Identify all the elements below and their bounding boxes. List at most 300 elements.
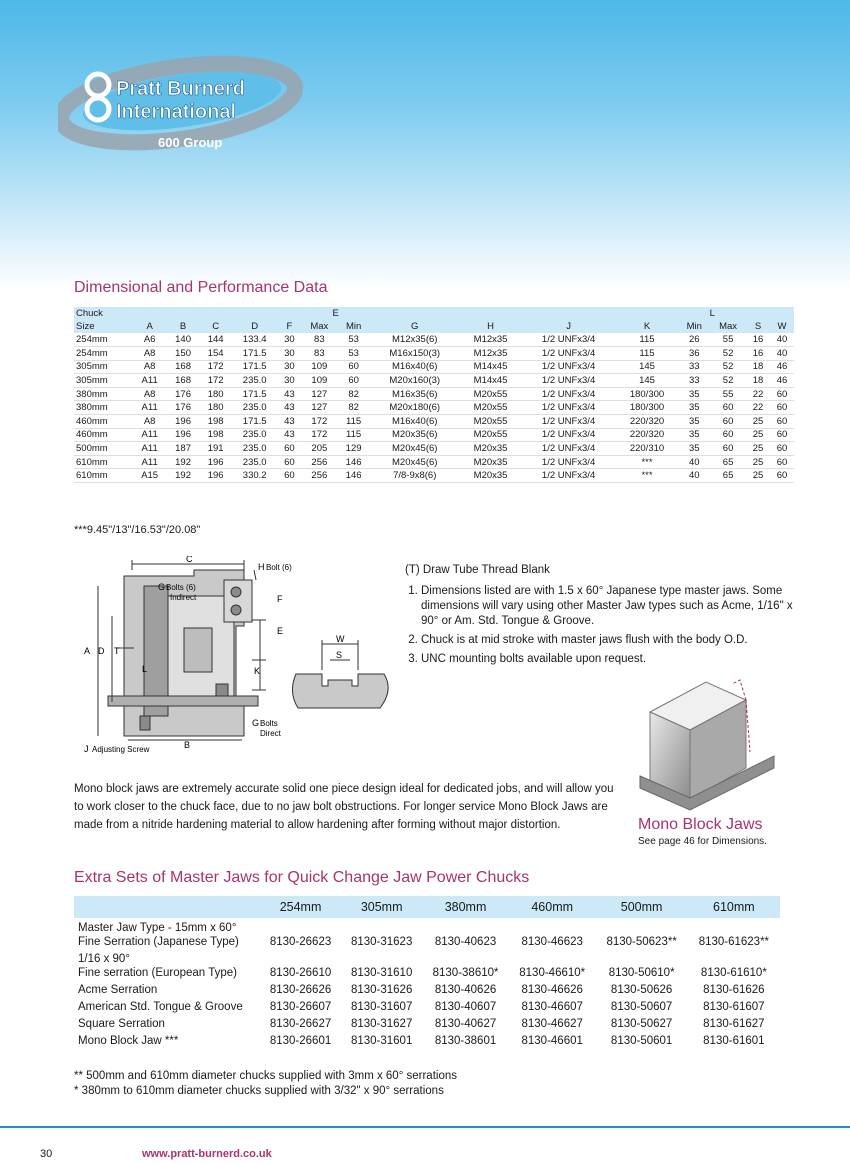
dimensional-table (74, 307, 794, 483)
table-cell: 16 (746, 333, 770, 347)
row-label-line1: Acme Serration (78, 984, 158, 996)
part-number-cell: 8130-46610* (519, 967, 586, 979)
table-cell: 187 (167, 442, 200, 456)
table-header-bottom (74, 320, 794, 333)
table-cell: 1/2 UNFx3/4 (522, 415, 616, 429)
part-number-cell: 8130-46607 (521, 1001, 583, 1013)
table-cell: 145 (616, 360, 679, 374)
jaw-slot-detail-diagram (292, 630, 392, 710)
table-cell: 1/2 UNFx3/4 (522, 442, 616, 456)
table-cell: A8 (133, 415, 167, 429)
table-cell: 65 (710, 469, 746, 483)
note-item: 1. Dimensions listed are with 1.5 x 60° Japanese type master jaws. Some dimensions will vary using other Master Jaw types such as Acme, 1/16" x 90° or Am. Std. Tongue & Groove. (421, 584, 795, 629)
part-number-cell: 8130-50601 (610, 1035, 673, 1047)
table-cell: 220/320 (616, 428, 679, 442)
table-cell: 43 (277, 387, 301, 401)
notes-list (405, 584, 795, 667)
table-cell: 1/2 UNFx3/4 (522, 387, 616, 401)
table-cell: 1/2 UNFx3/4 (522, 374, 616, 388)
table-cell: 168 (167, 360, 200, 374)
column-header: G (411, 321, 419, 332)
table-cell: 127 (301, 387, 337, 401)
table-cell: 35 (678, 442, 710, 456)
dim-label-g1: G (158, 582, 166, 592)
part-number-cell: 8130-40627 (434, 1018, 497, 1030)
column-header: S (754, 321, 762, 332)
table-cell: M20x55 (460, 428, 522, 442)
table-cell: 115 (616, 333, 679, 347)
mono-block-jaw-image (636, 672, 781, 812)
column-header: F (286, 321, 293, 332)
part-number-cell: 8130-46623 (521, 936, 583, 948)
table-row (74, 980, 780, 997)
part-number-cell: 8130-50626 (610, 984, 673, 996)
table-row (74, 455, 794, 469)
table-row (74, 997, 780, 1014)
table-cell: M20x35 (460, 469, 522, 483)
table-cell: A11 (133, 428, 167, 442)
table-cell: 171.5 (232, 387, 278, 401)
mono-block-caption-sub: See page 46 for Dimensions. (638, 836, 767, 847)
table-row (74, 415, 794, 429)
table-cell: 154 (199, 347, 232, 361)
table-cell: 144 (199, 333, 232, 347)
table-cell: 18 (746, 360, 770, 374)
part-number-cell: 8130-31623 (350, 936, 413, 948)
table-cell: M16x40(6) (370, 415, 460, 429)
part-number-cell: 8130-50607 (610, 1001, 673, 1013)
dim-label-d: D (98, 646, 105, 656)
table-cell: *** (616, 469, 679, 483)
table-cell: 25 (746, 469, 770, 483)
table-cell: 235.0 (232, 401, 278, 415)
table-cell: 1/2 UNFx3/4 (522, 347, 616, 361)
table-cell: M14x45 (460, 360, 522, 374)
part-number-cell: 8130-46601 (521, 1035, 583, 1047)
table-cell: 220/310 (616, 442, 679, 456)
table-header (74, 896, 780, 918)
table-row (74, 333, 794, 347)
part-number-cell: 8130-31610 (350, 967, 413, 979)
table-cell: 1/2 UNFx3/4 (522, 333, 616, 347)
table-cell: 460mm (74, 428, 133, 442)
part-number-cell: 8130-26626 (269, 984, 332, 996)
table-cell: 60 (277, 455, 301, 469)
table-cell: 30 (277, 333, 301, 347)
dim-label-k: K (254, 666, 261, 676)
table-cell: 1/2 UNFx3/4 (522, 455, 616, 469)
column-header: H (487, 321, 495, 332)
table-cell: A11 (133, 374, 167, 388)
table-cell: 7/8-9x8(6) (370, 469, 460, 483)
part-number-cell: 8130-50627 (610, 1018, 673, 1030)
table-cell: 146 (337, 455, 370, 469)
table-cell: M12x35 (460, 347, 522, 361)
table-cell: 171.5 (232, 360, 278, 374)
table-cell: 1/2 UNFx3/4 (522, 360, 616, 374)
dim-label-g1-text2: Indirect (170, 593, 197, 602)
table-cell: 25 (746, 442, 770, 456)
table-cell: 172 (199, 374, 232, 388)
master-jaws-table (74, 896, 780, 1048)
table-cell: 610mm (74, 455, 133, 469)
table-cell: 52 (710, 360, 746, 374)
row-label-line1: Mono Block Jaw *** (78, 1035, 179, 1047)
column-header: Min (686, 321, 702, 332)
part-number-cell: 8130-26610 (269, 967, 332, 979)
footer-divider (0, 1126, 850, 1128)
table-cell: 60 (277, 442, 301, 456)
table-header-top (74, 307, 794, 320)
part-number-cell: 8130-38601 (434, 1035, 497, 1047)
table-cell: 33 (678, 374, 710, 388)
row-label-line1: 1/16 x 90° (78, 953, 130, 965)
part-number-cell: 8130-50623** (606, 936, 677, 948)
table-cell: A11 (133, 401, 167, 415)
table-cell: 40 (770, 333, 794, 347)
table-row (74, 401, 794, 415)
table-cell: 172 (301, 428, 337, 442)
part-number-cell: 8130-40626 (434, 984, 497, 996)
table-cell: 235.0 (232, 428, 278, 442)
table-cell: 176 (167, 387, 200, 401)
master-footnote-1: ** 500mm and 610mm diameter chucks supplied with 3mm x 60° serrations (74, 1070, 457, 1082)
table-row (74, 469, 794, 483)
logo-line2: International (116, 101, 237, 123)
row-label-line1: Master Jaw Type - 15mm x 60° (78, 922, 237, 934)
row-label (74, 997, 260, 1014)
table-cell: M14x45 (460, 374, 522, 388)
table-cell: 171.5 (232, 347, 278, 361)
dimensional-section-title: Dimensional and Performance Data (74, 279, 328, 296)
table-cell: 60 (710, 415, 746, 429)
table-cell: 115 (337, 415, 370, 429)
table-cell: 52 (710, 374, 746, 388)
table-cell: 115 (337, 428, 370, 442)
table-cell: 60 (277, 469, 301, 483)
table-cell: M20x45(6) (370, 442, 460, 456)
column-header: 610mm (713, 900, 755, 914)
dim-label-t: T (114, 646, 120, 656)
table-cell: 40 (678, 469, 710, 483)
table-row (74, 1031, 780, 1048)
col-e: E (332, 308, 339, 319)
row-label-line2: Fine serration (European Type) (78, 967, 237, 979)
part-number-cell: 8130-61623** (698, 936, 770, 948)
dim-label-g2-text1: Bolts (260, 719, 278, 728)
row-label (74, 980, 260, 997)
table-cell: 330.2 (232, 469, 278, 483)
table-cell: 60 (770, 455, 794, 469)
table-cell: 198 (199, 415, 232, 429)
col-chuck: Chuck (76, 308, 103, 319)
table-row (74, 918, 780, 949)
column-header: 500mm (620, 900, 663, 914)
column-header: Min (345, 321, 362, 332)
note-item: 3. UNC mounting bolts available upon request. (421, 652, 795, 667)
table-cell: 43 (277, 428, 301, 442)
company-logo (58, 55, 338, 175)
table-cell: 198 (199, 428, 232, 442)
table-cell: 35 (678, 387, 710, 401)
part-number-cell: 8130-31627 (350, 1018, 413, 1030)
table-cell: 33 (678, 360, 710, 374)
table-cell: 43 (277, 415, 301, 429)
part-number-cell: 8130-46627 (521, 1018, 583, 1030)
part-number-cell: 8130-31626 (350, 984, 413, 996)
part-number-cell: 8130-40607 (434, 1001, 497, 1013)
table-cell: 43 (277, 401, 301, 415)
table-cell: 35 (678, 415, 710, 429)
row-label (74, 1031, 260, 1048)
table-row (74, 1014, 780, 1031)
table-cell: 235.0 (232, 374, 278, 388)
table-cell: 82 (337, 387, 370, 401)
dim-label-j: J (84, 744, 89, 754)
table-cell: 40 (678, 455, 710, 469)
table-cell: 460mm (74, 415, 133, 429)
dim-label-b: B (184, 740, 191, 750)
table-cell: A8 (133, 360, 167, 374)
note-item: 2. Chuck is at mid stroke with master jaws flush with the body O.D. (421, 633, 795, 648)
table-cell: 60 (770, 428, 794, 442)
table-cell: 254mm (74, 333, 133, 347)
table-row (74, 949, 780, 980)
table-cell: 83 (301, 347, 337, 361)
table-cell: 256 (301, 469, 337, 483)
table-cell: A11 (133, 455, 167, 469)
dim-label-j-text: Adjusting Screw (92, 745, 150, 754)
table-cell: 18 (746, 374, 770, 388)
table-cell: M20x45(6) (370, 455, 460, 469)
table-cell: 60 (710, 428, 746, 442)
dim-label-g2: G (252, 718, 260, 728)
table-cell: 22 (746, 401, 770, 415)
table-cell: 30 (277, 347, 301, 361)
row-label (74, 1014, 260, 1031)
table-cell: 40 (770, 347, 794, 361)
row-label-line1: American Std. Tongue & Groove (78, 1001, 243, 1013)
mono-block-description: Mono block jaws are extremely accurate solid one piece design ideal for dedicated jobs, and will allow you to work closer to the chuck face, due to no jaw bolt obstructions. For longer service Mono Block Jaws are made from a nitride hardening material to allow hardening after forming without major distortion. (74, 783, 614, 831)
table-cell: A8 (133, 347, 167, 361)
table-cell: 145 (616, 374, 679, 388)
dim-label-w: W (336, 634, 345, 644)
table-cell: 196 (167, 428, 200, 442)
column-header: J (566, 321, 571, 332)
dim-label-l: L (142, 664, 148, 674)
table-cell: 205 (301, 442, 337, 456)
table-cell: 220/320 (616, 415, 679, 429)
table-cell: 610mm (74, 469, 133, 483)
table-cell: 380mm (74, 401, 133, 415)
table-row (74, 387, 794, 401)
table-cell: M20x180(6) (370, 401, 460, 415)
row-label-line1: Square Serration (78, 1018, 165, 1030)
table-cell: 380mm (74, 387, 133, 401)
table-cell: A8 (133, 387, 167, 401)
table-cell: 60 (770, 442, 794, 456)
table-cell: 35 (678, 428, 710, 442)
table-cell: M20x35 (460, 442, 522, 456)
table-row (74, 442, 794, 456)
table-cell: 60 (337, 374, 370, 388)
table-cell: 180/300 (616, 387, 679, 401)
part-number-cell: 8130-31601 (350, 1035, 413, 1047)
table-cell: 180 (199, 387, 232, 401)
row-label (74, 918, 260, 949)
table-cell: 129 (337, 442, 370, 456)
page-number: 30 (40, 1148, 53, 1160)
table-cell: M20x160(3) (370, 374, 460, 388)
column-header: 305mm (360, 900, 403, 914)
table-cell: 60 (710, 401, 746, 415)
part-number-cell: 8130-38610* (432, 967, 499, 979)
table-cell: 60 (770, 415, 794, 429)
table-cell: 60 (770, 469, 794, 483)
dim-label-c: C (186, 556, 193, 564)
dim-label-h-text: Bolt (6) (266, 563, 292, 572)
dim-label-e: E (277, 626, 284, 636)
dim-label-a: A (84, 646, 91, 656)
table-cell: 35 (678, 401, 710, 415)
table-cell: 305mm (74, 374, 133, 388)
part-number-cell: 8130-61626 (703, 984, 765, 996)
part-number-cell: 8130-61607 (703, 1001, 765, 1013)
table-cell: 46 (770, 374, 794, 388)
col-l: L (709, 308, 715, 319)
table-cell: 1/2 UNFx3/4 (522, 469, 616, 483)
table-cell: M20x55 (460, 401, 522, 415)
part-number-cell: 8130-61610* (700, 967, 767, 979)
column-header: 380mm (444, 900, 487, 914)
part-number-cell: 8130-26623 (269, 936, 332, 948)
dimensional-footnote: ***9.45"/13"/16.53"/20.08" (74, 524, 201, 536)
table-cell: M16x150(3) (370, 347, 460, 361)
table-cell: 22 (746, 387, 770, 401)
part-number-cell: 8130-26601 (269, 1035, 332, 1047)
table-cell: 180/300 (616, 401, 679, 415)
table-cell: 55 (710, 387, 746, 401)
website-link[interactable]: www.pratt-burnerd.co.uk (142, 1148, 272, 1160)
table-cell: 65 (710, 455, 746, 469)
table-cell: 52 (710, 347, 746, 361)
table-cell: A6 (133, 333, 167, 347)
table-cell: 16 (746, 347, 770, 361)
table-cell: 256 (301, 455, 337, 469)
table-row (74, 360, 794, 374)
table-cell: 25 (746, 415, 770, 429)
table-cell: M12x35(6) (370, 333, 460, 347)
table-cell: M12x35 (460, 333, 522, 347)
table-cell: 171.5 (232, 415, 278, 429)
table-cell: M20x55 (460, 415, 522, 429)
dim-label-g2-text2: Direct (260, 729, 281, 738)
table-cell: A11 (133, 442, 167, 456)
master-jaws-section-title: Extra Sets of Master Jaws for Quick Change Jaw Power Chucks (74, 869, 530, 886)
table-cell: M20x35 (460, 455, 522, 469)
table-cell: 53 (337, 347, 370, 361)
table-row (74, 428, 794, 442)
table-cell: *** (616, 455, 679, 469)
notes-heading: (T) Draw Tube Thread Blank (405, 564, 550, 576)
table-cell: 172 (301, 415, 337, 429)
table-cell: 55 (710, 333, 746, 347)
table-cell: 109 (301, 360, 337, 374)
table-cell: 46 (770, 360, 794, 374)
table-cell: 1/2 UNFx3/4 (522, 401, 616, 415)
table-cell: 83 (301, 333, 337, 347)
table-cell: 192 (167, 455, 200, 469)
table-cell: 30 (277, 360, 301, 374)
table-cell: M16x40(6) (370, 360, 460, 374)
table-cell: 30 (277, 374, 301, 388)
mono-block-caption-title: Mono Block Jaws (638, 816, 763, 833)
part-number-cell: 8130-26627 (269, 1018, 332, 1030)
table-cell: 254mm (74, 347, 133, 361)
table-cell: 168 (167, 374, 200, 388)
part-number-cell: 8130-40623 (434, 936, 497, 948)
row-label (74, 949, 260, 980)
table-cell: 172 (199, 360, 232, 374)
table-cell: M20x35(6) (370, 428, 460, 442)
part-number-cell: 8130-46626 (521, 984, 583, 996)
table-cell: 192 (167, 469, 200, 483)
table-cell: 305mm (74, 360, 133, 374)
table-cell: 180 (199, 401, 232, 415)
table-cell: 82 (337, 401, 370, 415)
part-number-cell: 8130-31607 (350, 1001, 413, 1013)
table-cell: 235.0 (232, 442, 278, 456)
table-cell: 60 (770, 401, 794, 415)
column-header: D (251, 321, 259, 332)
table-cell: 176 (167, 401, 200, 415)
table-cell: 60 (337, 360, 370, 374)
dim-label-h: H (258, 562, 265, 572)
column-header: B (179, 321, 187, 332)
mono-block-caption (638, 816, 798, 847)
table-cell: 196 (167, 415, 200, 429)
table-cell: 196 (199, 455, 232, 469)
logo-line1: Pratt Burnerd (116, 78, 245, 100)
column-header: Size (76, 321, 95, 332)
table-cell: 26 (678, 333, 710, 347)
column-header: K (643, 321, 651, 332)
table-cell: M20x55 (460, 387, 522, 401)
table-cell: 60 (770, 387, 794, 401)
table-cell: 1/2 UNFx3/4 (522, 428, 616, 442)
table-row (74, 347, 794, 361)
table-row (74, 374, 794, 388)
table-cell: 25 (746, 428, 770, 442)
part-number-cell: 8130-50610* (608, 967, 675, 979)
notes-block (405, 563, 795, 671)
column-header: W (777, 321, 787, 332)
table-cell: 127 (301, 401, 337, 415)
dim-label-f: F (277, 594, 283, 604)
table-cell: 25 (746, 455, 770, 469)
table-cell: 115 (616, 347, 679, 361)
dim-label-g1-text1: Bolts (6) (166, 583, 196, 592)
row-label-line2: Fine Serration (Japanese Type) (78, 936, 239, 948)
table-cell: 146 (337, 469, 370, 483)
part-number-cell: 8130-61627 (703, 1018, 765, 1030)
table-cell: A15 (133, 469, 167, 483)
table-cell: 191 (199, 442, 232, 456)
table-cell: 36 (678, 347, 710, 361)
table-cell: M16x35(6) (370, 387, 460, 401)
column-header: 254mm (279, 900, 322, 914)
column-header: A (146, 321, 153, 332)
